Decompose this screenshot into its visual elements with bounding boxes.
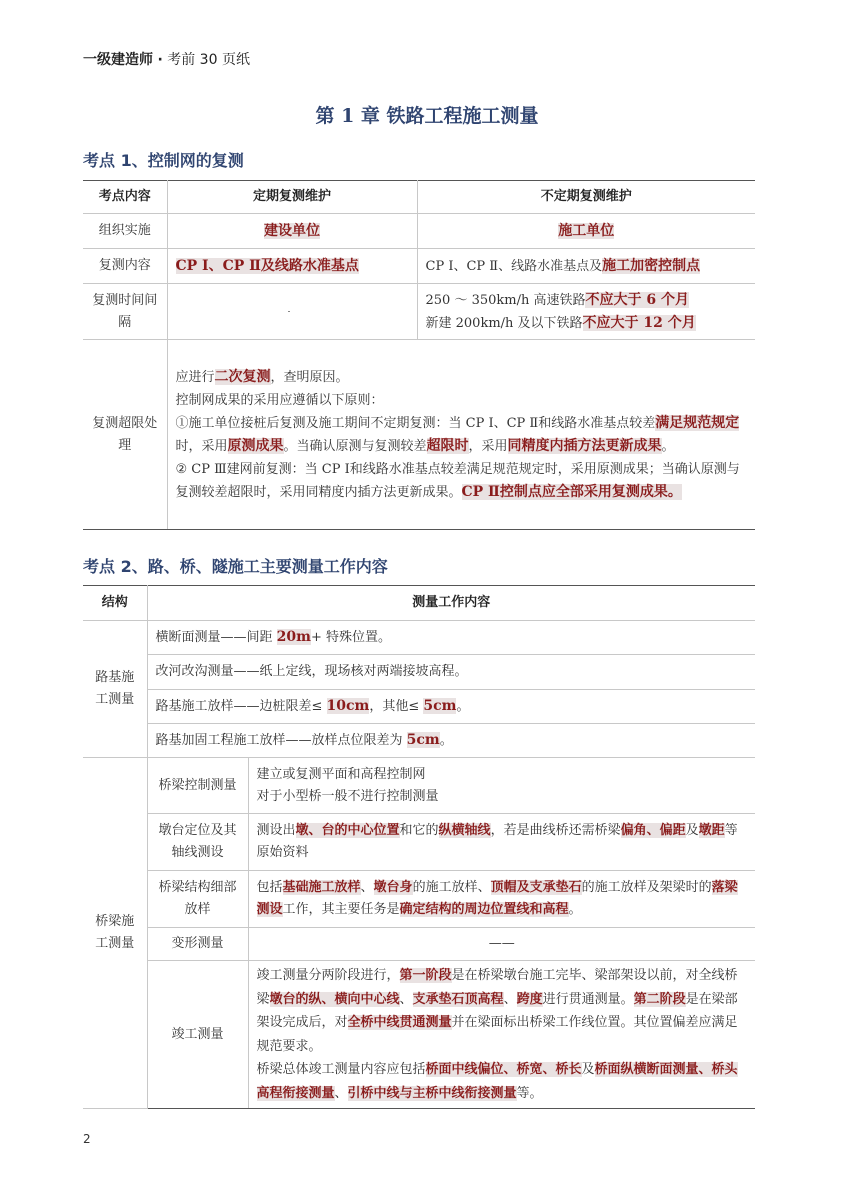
deform-value: —— [248, 928, 755, 961]
section1-title: 考点 1、控制网的复测 [83, 151, 244, 170]
overlimit-text: ①施工单位接桩后复测及施工期间不定期复测：当 CP Ⅰ、CP Ⅱ和线路水准基点较差 [175, 415, 656, 431]
roadbed-text: 。 [456, 699, 470, 714]
header-brand: 一级建造师 [83, 52, 153, 68]
final-text: 、 [334, 1085, 348, 1101]
bridge-highlight: 确定结构的周边位置线和高程 [399, 902, 569, 917]
content-irregular-a: CP Ⅰ、CP Ⅱ、线路水准基点及 [425, 258, 603, 274]
overlimit-highlight: 满足规范规定 [655, 414, 740, 431]
header-separator: · [157, 52, 163, 68]
final-highlight: 第二阶段 [633, 991, 686, 1007]
page-number: 2 [83, 1132, 91, 1146]
bridge-label: 桥梁施工测量 [83, 758, 147, 1109]
final-text: 是在梁部架设完成后，对 [256, 991, 738, 1030]
org-irregular: 施工单位 [558, 222, 615, 239]
final-highlight: 跨度 [516, 991, 543, 1007]
overlimit-highlight: 二次复测 [214, 368, 271, 385]
bridge-text: 和它的 [399, 823, 439, 838]
overlimit-text: 。当确认原测与复测较差 [283, 438, 427, 454]
overlimit-highlight: CP Ⅱ控制点应全部采用复测成果。 [461, 483, 682, 500]
bridge-highlight: 顶帽及支承垫石 [490, 880, 582, 895]
overlimit-highlight: 超限时 [426, 437, 469, 454]
bridge-highlight: 墩距 [698, 823, 725, 838]
final-highlight: 墩台的纵、横向中心线 [269, 991, 400, 1007]
section2-title: 考点 2、路、桥、隧施工主要测量工作内容 [83, 557, 388, 576]
final-text: 等。 [516, 1085, 543, 1101]
final-text: 进行贯通测量。 [542, 991, 634, 1007]
overlimit-highlight: 原测成果 [227, 437, 284, 454]
final-text: 及 [581, 1062, 595, 1077]
overlimit-text: ② CP Ⅲ建网前复测：当 CP Ⅰ和线路水准基点较差满足规范规定时，采用原测成果；当确认原测与复测较差超限时，采用同精度内插方法更新成果。 [175, 461, 740, 500]
overlimit-text: ，采用 [468, 438, 508, 454]
bridge-text: 工作，其主要任务是 [282, 902, 400, 917]
final-highlight: 引桥中线与主桥中线衔接测量 [347, 1085, 517, 1101]
roadbed-highlight: 10cm [326, 698, 370, 714]
header-cell: 定期复测维护 [167, 181, 417, 214]
row-label: 复测超限处理 [83, 340, 167, 530]
bridge-text: ，若是曲线桥还需桥梁 [490, 823, 621, 838]
bridge-text: 测设出 [256, 823, 296, 838]
bridge-text: 包括 [256, 880, 283, 895]
overlimit-text: 控制网成果的采用应遵循以下原则： [175, 392, 384, 408]
final-text: 桥梁总体竣工测量内容应包括 [256, 1062, 426, 1077]
row-label: 组织实施 [83, 214, 167, 249]
bridge-highlight: 落梁测设 [256, 880, 738, 917]
bridge-text: 的施工放样、 [412, 880, 491, 895]
bridge-highlight: 墩台身 [373, 880, 413, 895]
final-highlight: 支承垫石顶高程 [412, 991, 504, 1007]
final-text: 、 [503, 991, 517, 1007]
final-highlight: 桥面中线偏位、桥宽、桥长 [425, 1062, 582, 1077]
control-network-table [83, 180, 755, 530]
bridge-highlight: 墩、台的中心位置 [295, 823, 400, 838]
final-text: 并在梁面标出桥梁工作线位置。其位置偏差应满足规范要求。 [256, 1015, 738, 1054]
content-irregular-b: 施工加密控制点 [602, 257, 701, 274]
header-cell: 考点内容 [83, 181, 167, 214]
row-label: 复测内容 [83, 249, 167, 284]
overlimit-text: 。 [661, 438, 675, 454]
final-text: 、 [399, 991, 413, 1007]
overlimit-text: ，查明原因。 [270, 369, 349, 385]
chapter-title: 第 1 章 铁路工程施工测量 [315, 105, 539, 127]
roadbed-text: 改河改沟测量——纸上定线，现场核对两端接坡高程。 [147, 655, 755, 690]
header-cell: 测量工作内容 [147, 586, 755, 621]
bridge-text: 建立或复测平面和高程控制网 [256, 766, 426, 782]
org-regular: 建设单位 [264, 222, 320, 239]
bridge-sublabel: 变形测量 [147, 928, 248, 961]
roadbed-text: 路基施工放样——边桩限差≤ [155, 699, 327, 714]
bridge-sublabel: 竣工测量 [147, 961, 248, 1109]
interval-line1-a: 250 ～ 350km/h 高速铁路 [425, 292, 586, 308]
roadbed-highlight: 5cm [423, 698, 457, 714]
final-highlight: 第一阶段 [399, 968, 452, 983]
roadbed-highlight: 20m [276, 629, 311, 645]
final-text: 竣工测量分两阶段进行， [256, 968, 400, 983]
header-title: 考前 30 页纸 [167, 52, 250, 68]
bridge-text: 的施工放样及架梁时的 [581, 880, 712, 895]
roadbed-highlight: 5cm [406, 732, 440, 748]
content-regular: CP Ⅰ、CP Ⅱ及线路水准基点 [175, 257, 359, 274]
bridge-text: 等原始资料 [256, 823, 738, 860]
bridge-highlight: 基础施工放样 [282, 880, 361, 895]
final-highlight: 桥面纵横断面测量、桥头高程衔接测量 [256, 1062, 738, 1101]
interval-line2-a: 新建 200km/h 及以下铁路 [425, 315, 583, 331]
overlimit-text: 时，采用 [175, 438, 228, 454]
stray-dot [288, 311, 290, 312]
final-highlight: 全桥中线贯通测量 [347, 1015, 452, 1030]
survey-work-table [83, 585, 755, 1109]
bridge-highlight: 偏角、偏距 [620, 823, 686, 838]
interval-line1-b: 不应大于 6 个月 [585, 291, 689, 308]
roadbed-text: ，其他≤ [369, 699, 424, 714]
final-text: 是在桥梁墩台施工完毕、梁部架设以前，对全线桥梁 [256, 968, 738, 1007]
header-cell: 不定期复测维护 [417, 181, 755, 214]
interval-line2-b: 不应大于 12 个月 [582, 314, 696, 331]
bridge-sublabel: 桥梁控制测量 [147, 758, 248, 814]
row-label: 复测时间间隔 [83, 284, 167, 340]
roadbed-text: + 特殊位置。 [310, 630, 391, 645]
roadbed-text: 横断面测量——间距 [155, 630, 277, 645]
bridge-text: 对于小型桥一般不进行控制测量 [256, 788, 439, 804]
bridge-text: 、 [360, 880, 374, 895]
header-cell: 结构 [83, 586, 147, 621]
roadbed-label: 路基施工测量 [83, 621, 147, 758]
bridge-highlight: 纵横轴线 [438, 823, 491, 838]
roadbed-text: 路基加固工程施工放样——放样点位限差为 [155, 733, 407, 748]
overlimit-text: 应进行 [175, 369, 215, 385]
overlimit-highlight: 同精度内插方法更新成果 [507, 437, 662, 454]
bridge-sublabel: 桥梁结构细部放样 [147, 871, 248, 928]
roadbed-text: 。 [439, 733, 453, 748]
page-header [83, 49, 250, 69]
bridge-text: 。 [568, 902, 582, 917]
bridge-sublabel: 墩台定位及其轴线测设 [147, 814, 248, 871]
bridge-text: 及 [685, 823, 699, 838]
